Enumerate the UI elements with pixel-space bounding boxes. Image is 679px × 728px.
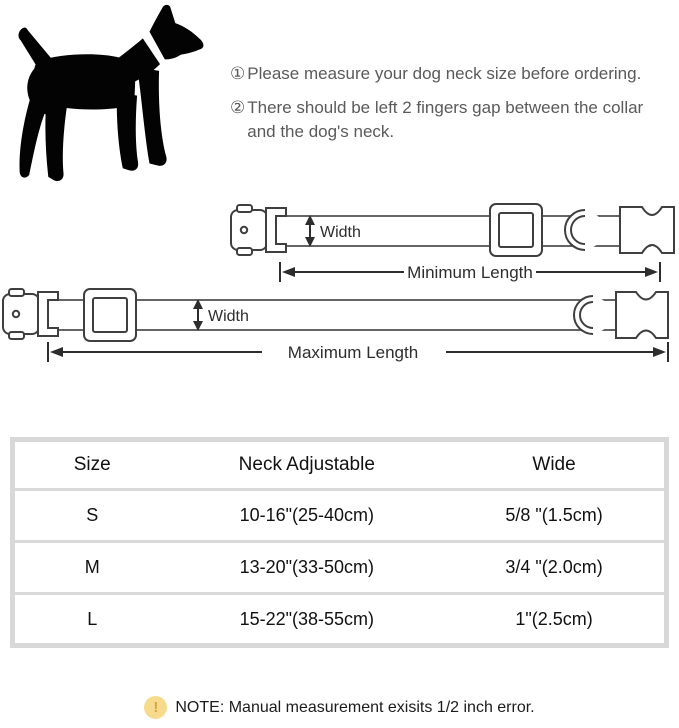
measuring-instructions [230,62,679,154]
minimum-length-label: Minimum Length [407,263,533,282]
instruction-text: Please measure your dog neck size before ordering. [247,64,642,83]
collar-diagram-minimum [228,198,678,286]
collar-diagram-maximum [0,286,679,368]
exclamation-icon: ! [144,696,167,719]
maximum-length-label: Maximum Length [287,343,419,362]
buckle-male [620,207,674,253]
width-label: Width [320,224,361,241]
table-row [13,594,667,646]
wide-cell: 3/4 "(2.0cm) [444,542,666,594]
instruction-text: There should be left 2 fingers gap between the collar and the dog's neck. [247,97,644,142]
size-cell: L [87,608,98,629]
dog-silhouette-image [8,4,228,195]
instruction-item [230,96,679,145]
dog-rear-leg-far [20,96,47,178]
neck-cell: 10-16"(25-40cm) [169,490,444,542]
size-cell: S [13,490,170,542]
neck-cell: 15-22"(38-55cm) [239,608,375,629]
size-table-header-size: Size [13,440,170,490]
size-table-header-row [13,440,667,490]
size-table-header-neck: Neck Adjustable [169,440,444,490]
note-text: NOTE: Manual measurement exisits 1/2 inch error. [175,698,535,716]
measurement-note [0,696,679,719]
table-row [13,490,667,542]
dog-front-leg-far [117,92,138,171]
dog-front-leg [137,67,166,166]
table-row [13,542,667,594]
dog-rear-leg [45,100,67,182]
buckle-male [616,292,668,338]
size-table [10,437,669,648]
neck-cell: 13-20"(33-50cm) [169,542,444,594]
wide-cell: 5/8 "(1.5cm) [444,490,666,542]
instruction-number: ① [230,64,246,83]
width-label: Width [208,308,249,325]
size-cell: M [13,542,170,594]
instruction-number: ② [230,97,246,117]
dog-head [150,5,204,60]
wide-cell: 1"(2.5cm) [515,608,593,629]
tri-glide-slider [84,289,136,341]
size-table-header-wide: Wide [444,440,666,490]
instruction-item [230,62,679,87]
tri-glide-slider [490,204,542,256]
